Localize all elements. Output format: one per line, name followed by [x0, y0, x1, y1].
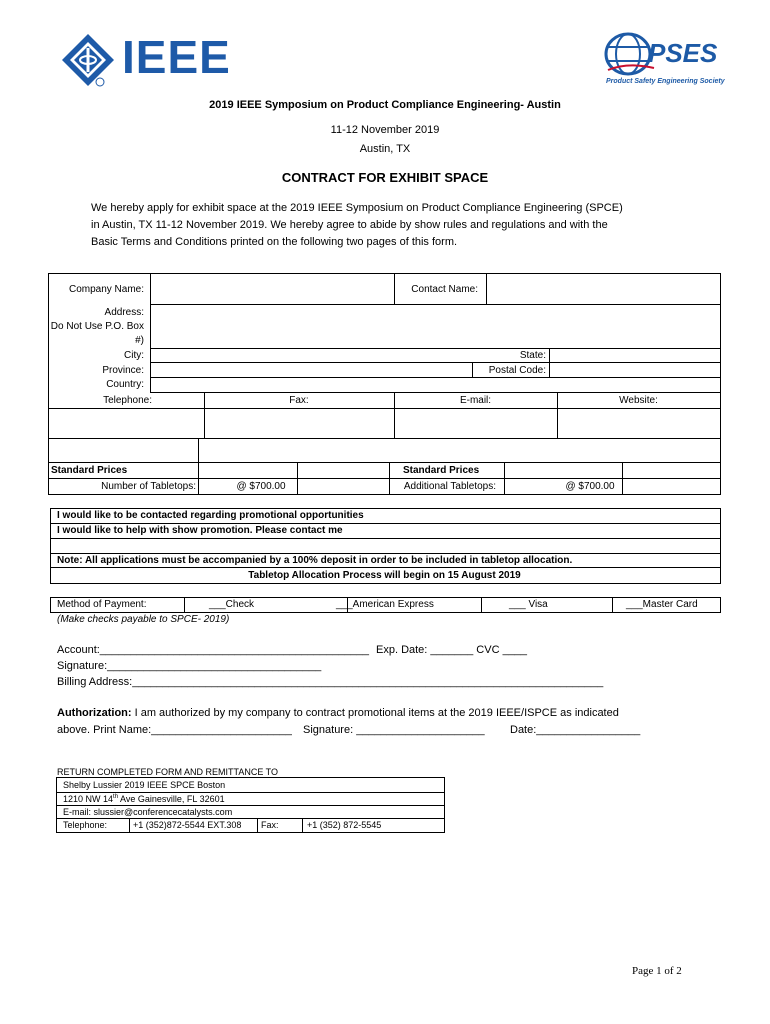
pses-logo-text: PSES	[648, 38, 718, 68]
account-field[interactable]: Account:____________________________________________	[57, 644, 369, 656]
province-field[interactable]	[151, 363, 471, 377]
state-label: State:	[519, 350, 546, 361]
company-name-label: Company Name:	[68, 284, 144, 295]
standard-prices-label-2: Standard Prices	[403, 465, 480, 476]
return-telephone-value: +1 (352)872-5544 EXT.308	[133, 820, 242, 830]
ieee-diamond-icon	[60, 32, 116, 88]
event-dates: 11-12 November 2019	[330, 124, 440, 136]
email-field[interactable]	[395, 409, 556, 437]
return-address-part-1: 1210 NW 14	[63, 794, 114, 804]
telephone-label: Telephone:	[103, 395, 152, 406]
return-name: Shelby Lussier 2019 IEEE SPCE Boston	[63, 780, 226, 790]
city-field[interactable]	[151, 349, 511, 362]
country-label: Country:	[106, 379, 144, 390]
ieee-logo-text: IEEE	[122, 31, 231, 83]
payment-amex-option[interactable]: ___American Express	[336, 599, 434, 610]
postal-code-label: Postal Code:	[488, 365, 546, 376]
return-fax-value: +1 (352) 872-5545	[307, 820, 382, 830]
authorization-label: Authorization:	[57, 707, 132, 719]
return-address-sup: th	[113, 794, 119, 800]
pses-tagline: Product Safety Engineering Society	[606, 78, 725, 85]
country-field[interactable]	[151, 378, 719, 392]
contact-name-field[interactable]	[487, 274, 719, 304]
authorization-text: I am authorized by my company to contract promotional items at the 2019 IEEE/ISPCE as indicated	[134, 707, 619, 719]
additional-tabletop-price: @ $700.00	[565, 481, 615, 492]
contract-title: CONTRACT FOR EXHIBIT SPACE	[281, 170, 489, 185]
promo-help-option[interactable]: I would like to help with show promotion. Please contact me	[57, 525, 343, 536]
signature-field[interactable]: Signature:___________________________________	[57, 660, 322, 672]
payment-method-label: Method of Payment:	[57, 599, 147, 610]
return-heading: RETURN COMPLETED FORM AND REMITTANCE TO	[57, 767, 279, 777]
tabletop-price: @ $700.00	[236, 481, 286, 492]
exp-cvc-field[interactable]: Exp. Date: _______ CVC ____	[376, 644, 528, 656]
billing-address-field[interactable]: Billing Address:_____________________________________________________________________________	[57, 676, 604, 688]
payment-check-option[interactable]: ___Check	[209, 599, 255, 610]
checks-payable-note: (Make checks payable to SPCE- 2019)	[57, 614, 230, 625]
address-label: Address:	[104, 307, 144, 318]
intro-line-2: in Austin, TX 11-12 November 2019. We hereby agree to abide by show rules and regulations and with the	[91, 219, 608, 231]
po-box-note-2: #)	[135, 335, 144, 346]
email-label: E-mail:	[459, 395, 492, 406]
allocation-note: Tabletop Allocation Process will begin on 15 August 2019	[248, 570, 521, 581]
authorization-block	[57, 707, 619, 719]
province-label: Province:	[102, 365, 144, 376]
number-of-tabletops-label: Number of Tabletops:	[101, 481, 196, 492]
website-field[interactable]	[558, 409, 719, 437]
telephone-field[interactable]	[49, 409, 203, 437]
postal-code-field[interactable]	[550, 363, 719, 377]
auth-date-field[interactable]: Date:_________________	[510, 724, 641, 736]
po-box-note-1: Do Not Use P.O. Box	[50, 321, 144, 332]
fax-label: Fax:	[289, 395, 309, 406]
website-label: Website:	[619, 395, 658, 406]
additional-tabletops-label: Additional Tabletops:	[403, 481, 496, 492]
payment-visa-option[interactable]: ___ Visa	[509, 599, 548, 610]
city-label: City:	[124, 350, 144, 361]
deposit-note: Note: All applications must be accompanied by a 100% deposit in order to be included in tabletop allocation.	[57, 555, 573, 566]
company-name-field[interactable]	[151, 274, 393, 304]
contract-intro	[91, 200, 681, 251]
auth-signature-field[interactable]: Signature: _____________________	[303, 724, 485, 736]
promo-contact-option[interactable]: I would like to be contacted regarding promotional opportunities	[57, 510, 364, 521]
intro-line-1: We hereby apply for exhibit space at the 2019 IEEE Symposium on Product Compliance Engineering (SPCE)	[91, 202, 623, 214]
return-email[interactable]: E-mail: slussier@conferencecatalysts.com	[63, 807, 233, 817]
address-field[interactable]	[151, 305, 719, 347]
ieee-logo	[60, 32, 230, 88]
event-title: 2019 IEEE Symposium on Product Compliance Engineering- Austin	[209, 99, 561, 111]
contact-name-label: Contact Name:	[411, 284, 478, 295]
page-number: Page 1 of 2	[632, 965, 682, 977]
return-telephone-label: Telephone:	[63, 820, 108, 830]
fax-field[interactable]	[205, 409, 393, 437]
event-location: Austin, TX	[359, 143, 411, 155]
return-address	[63, 794, 225, 804]
standard-prices-label: Standard Prices	[51, 465, 128, 476]
intro-line-3: Basic Terms and Conditions printed on the following two pages of this form.	[91, 236, 458, 248]
print-name-field[interactable]: above. Print Name:_______________________	[57, 724, 292, 736]
return-address-part-2: Ave Gainesville, FL 32601	[118, 794, 225, 804]
pses-logo	[604, 32, 724, 90]
payment-mastercard-option[interactable]: ___Master Card	[626, 599, 698, 610]
return-fax-label: Fax:	[261, 820, 279, 830]
state-field[interactable]	[550, 349, 719, 362]
